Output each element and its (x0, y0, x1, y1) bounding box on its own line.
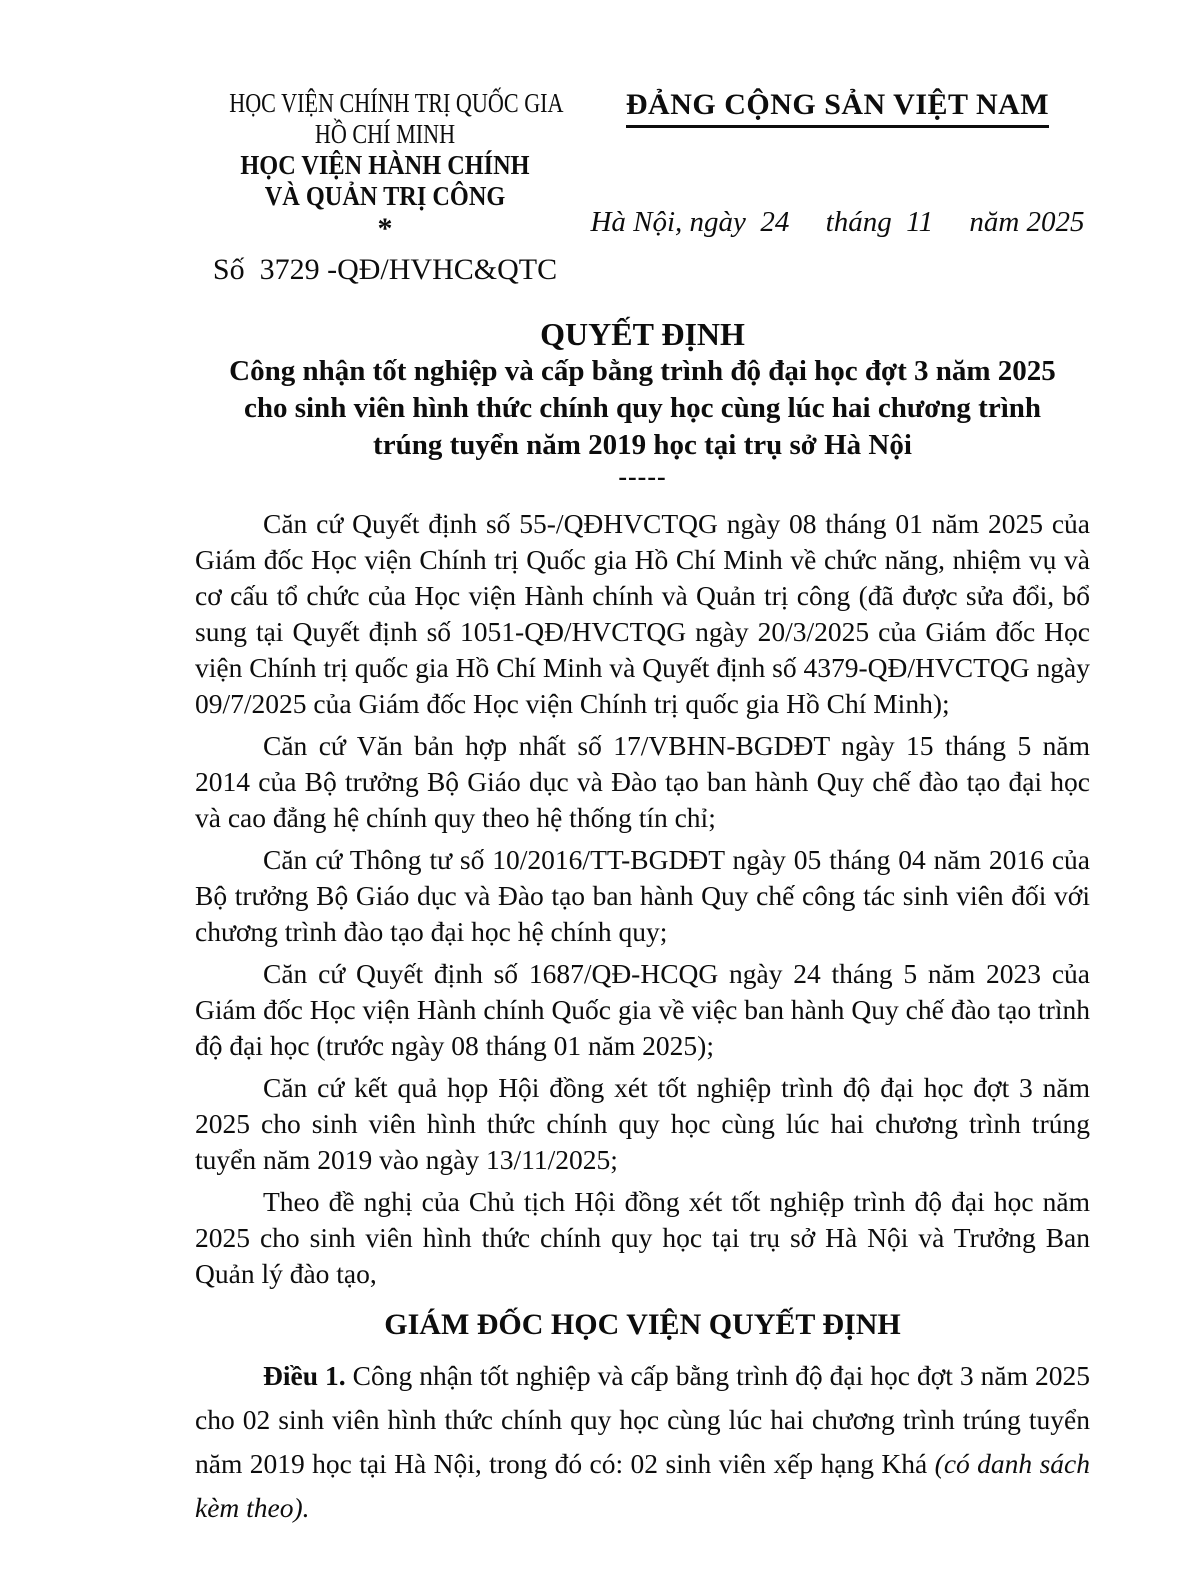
article-1-label: Điều 1. (263, 1360, 346, 1391)
issuing-org-block (195, 88, 575, 287)
proposal-paragraph: Theo đề nghị của Chủ tịch Hội đồng xét tốt nghiệp trình độ đại học năm 2025 cho sinh viên hình thức chính quy học tại trụ sở Hà Nội và Trưởng Ban Quản lý đào tạo, (195, 1186, 1090, 1289)
issuing-org-name-line-2: VÀ QUẢN TRỊ CÔNG (264, 181, 506, 211)
legal-basis-paragraph: Căn cứ Thông tư số 10/2016/TT-BGDĐT ngày 05 tháng 04 năm 2016 của Bộ trưởng Bộ Giáo dục và Đào tạo ban hành Quy chế công tác sinh viên đối với chương trình đào tạo đại học hệ chính quy; (195, 844, 1090, 947)
document-subtitle-line-2: cho sinh viên hình thức chính quy học cùng lúc hai chương trình (243, 392, 1042, 424)
article-1-paragraph (195, 1354, 1090, 1530)
parent-org-name-line-1: HỌC VIỆN CHÍNH TRỊ QUỐC GIA (229, 88, 564, 118)
decision-heading: GIÁM ĐỐC HỌC VIỆN QUYẾT ĐỊNH (384, 1308, 901, 1341)
legal-basis-paragraph: Căn cứ kết quả họp Hội đồng xét tốt nghiệp trình độ đại học đợt 3 năm 2025 cho sinh viên hình thức chính quy học cùng lúc hai chương trình trúng tuyển năm 2019 vào ngày 13/11/2025; (195, 1072, 1090, 1175)
party-motto: ĐẢNG CỘNG SẢN VIỆT NAM (626, 88, 1049, 128)
issuing-org-name-line-1: HỌC VIỆN HÀNH CHÍNH (240, 150, 530, 180)
motto-date-block (585, 88, 1090, 239)
legal-basis-paragraph: Căn cứ Văn bản hợp nhất số 17/VBHN-BGDĐT ngày 15 tháng 5 năm 2014 của Bộ trưởng Bộ Giáo dục và Đào tạo ban hành Quy chế đào tạo đại học và cao đẳng hệ chính quy theo hệ thống tín chỉ; (195, 730, 1090, 833)
place-date-line: Hà Nội, ngày 24 tháng 11 năm 2025 (590, 206, 1085, 238)
document-header (195, 88, 1090, 287)
legal-basis-paragraph: Căn cứ Quyết định số 55-/QĐHVCTQG ngày 08 tháng 01 năm 2025 của Giám đốc Học viện Chính trị Quốc gia Hồ Chí Minh về chức năng, nhiệm vụ và cơ cấu tổ chức của Học viện Hành chính và Quản trị công (đã được sửa đổi, bổ sung tại Quyết định số 1051-QĐ/HVCTQG ngày 20/3/2025 của Giám đốc Học viện Chính trị quốc gia Hồ Chí Minh và Quyết định số 4379-QĐ/HVCTQG ngày 09/7/2025 của Giám đốc Học viện Chính trị quốc gia Hồ Chí Minh); (195, 508, 1090, 719)
legal-basis-paragraph: Căn cứ Quyết định số 1687/QĐ-HCQG ngày 24 tháng 5 năm 2023 của Giám đốc Học viện Hành chính Quốc gia về việc ban hành Quy chế đào tạo trình độ đại học (trước ngày 08 tháng 01 năm 2025); (195, 958, 1090, 1061)
parent-org-name-line-2: HỒ CHÍ MINH (314, 119, 456, 149)
title-block (195, 315, 1090, 490)
article-1-attachment-note: (có danh sách kèm theo). (195, 1448, 1090, 1523)
document-subtitle-line-3: trúng tuyển năm 2019 học tại trụ sở Hà Nội (373, 429, 912, 461)
document-subtitle-line-1: Công nhận tốt nghiệp và cấp bằng trình độ đại học đợt 3 năm 2025 (229, 355, 1056, 387)
document-body (195, 506, 1090, 1530)
star-separator: * (377, 212, 393, 245)
dash-separator: ----- (618, 462, 667, 491)
document-title: QUYẾT ĐỊNH (540, 316, 745, 352)
article-1-text: Công nhận tốt nghiệp và cấp bằng trình độ đại học đợt 3 năm 2025 cho 02 sinh viên hình thức chính quy học cùng lúc hai chương trình trúng tuyển năm 2019 học tại Hà Nội, trong đó có: 02 sinh viên xếp hạng Khá (195, 1360, 1090, 1479)
document-number: Số 3729 -QĐ/HVHC&QTC (212, 253, 558, 286)
